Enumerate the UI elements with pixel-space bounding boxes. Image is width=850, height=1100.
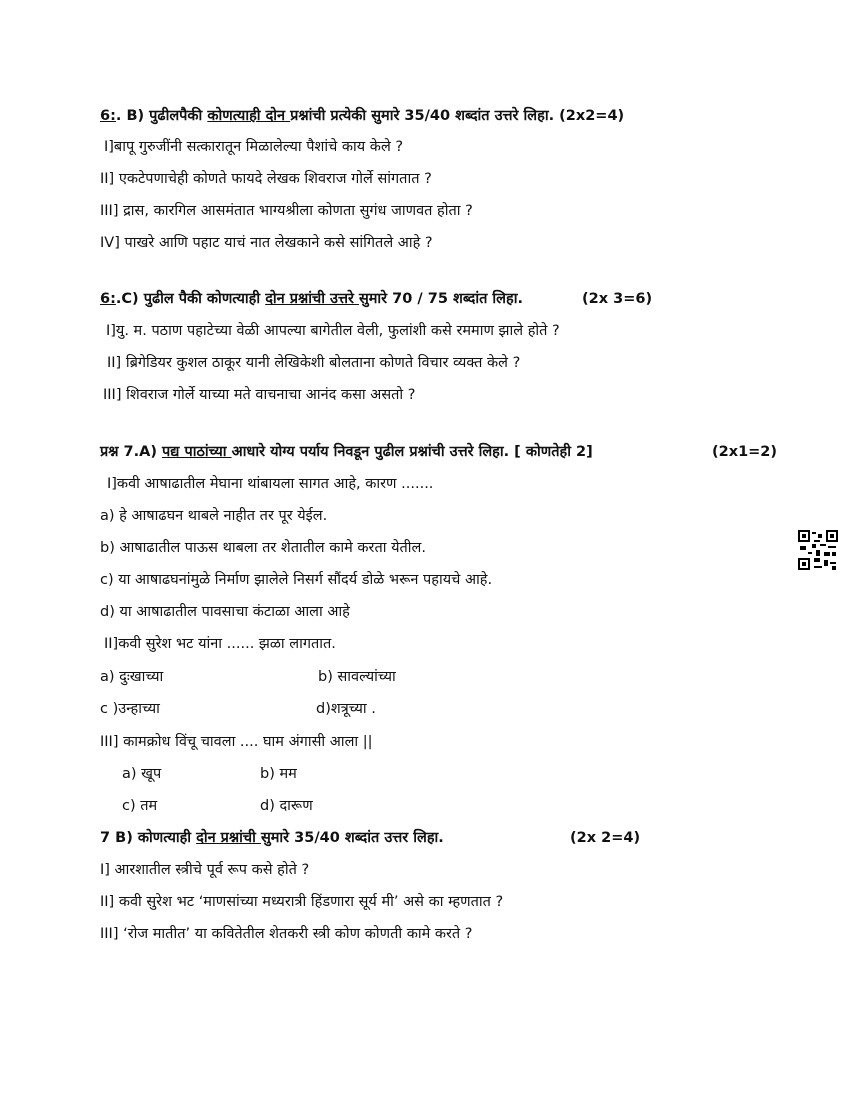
- option: b) सावल्यांच्या: [318, 669, 396, 685]
- option: a) दुःखाच्या: [100, 669, 164, 685]
- question-item: II]कवी सुरेश भट यांना ...... झळा लागतात.: [104, 636, 336, 652]
- option: c) या आषाढघनांमुळे निर्माण झालेले निसर्ग सौंदर्य डोळे भरून पहायचे आहे.: [100, 572, 493, 588]
- heading-part: प्रश्न 7.A): [100, 444, 163, 460]
- option: d) दारूण: [260, 798, 313, 814]
- heading-part: आधारे योग्य पर्याय निवडून पुढील प्रश्नांची उत्तरे लिहा. [ कोणतेही 2]: [231, 444, 593, 460]
- heading-underlined: पद्य पाठांच्या: [162, 444, 232, 460]
- marks: (2x 2=4): [570, 830, 641, 846]
- heading-part: सुमारे 35/40 शब्दांत उत्तर लिहा.: [260, 830, 444, 846]
- question-item: I]कवी आषाढातील मेघाना थांबायला सागत आहे, कारण .......: [107, 476, 434, 492]
- question-item: III] शिवराज गोर्ले याच्या मते वाचनाचा आनंद कसा असतो ?: [103, 387, 416, 403]
- question-item: III] कामक्रोध विंचू चावला .... घाम अंगासी आला ||: [100, 734, 373, 750]
- heading-part: 7 B) कोणत्याही: [100, 830, 197, 846]
- heading-part: .C) पुढील पैकी कोणत्याही: [115, 291, 266, 307]
- heading-part: . B) पुढीलपैकी: [115, 108, 208, 124]
- heading-part: प्रश्नांची प्रत्येकी सुमारे 35/40 शब्दांत उत्तरे लिहा. (2x2=4): [290, 108, 625, 124]
- question-item: II] कवी सुरेश भट ‘माणसांच्या मध्यरात्री हिंडणारा सूर्य मी’ असे का म्हणतात ?: [100, 894, 504, 910]
- qr-code-icon: [798, 530, 838, 570]
- question-item: III] ‘रोज मातीत’ या कवितेतील शेतकरी स्त्री कोण कोणती कामे करते ?: [100, 926, 473, 942]
- option: b) आषाढातील पाऊस थाबला तर शेतातील कामे करता येतील.: [100, 540, 426, 556]
- option: a) खूप: [122, 766, 162, 782]
- heading-underlined: दोन प्रश्नांची उत्तरे: [265, 291, 359, 307]
- question-item: I] आरशातील स्त्रीचे पूर्व रूप कसे होते ?: [100, 862, 310, 878]
- q-num: 6:: [100, 108, 116, 124]
- question-item: II] ब्रिगेडियर कुशल ठाकूर यानी लेखिकेशी बोलताना कोणते विचार व्यक्त केले ?: [107, 355, 521, 371]
- q7b-heading: [100, 828, 444, 848]
- option: d) या आषाढातील पावसाचा कंटाळा आला आहे: [100, 604, 350, 620]
- option: a) हे आषाढघन थाबले नाहीत तर पूर येईल.: [100, 508, 328, 524]
- heading-underlined: कोणत्याही दोन: [207, 108, 291, 124]
- heading-underlined: दोन प्रश्नांची: [196, 830, 261, 846]
- marks: (2x1=2): [712, 444, 778, 460]
- option: c) तम: [122, 798, 158, 814]
- q7a-heading: [100, 442, 593, 462]
- option: c )उन्हाच्या: [100, 701, 160, 717]
- question-item: I]बापू गुरुजींनी सत्कारातून मिळालेल्या पैशांचे काय केले ?: [104, 139, 404, 155]
- q6c-heading: [100, 289, 523, 309]
- q6b-heading: [100, 106, 624, 126]
- option: d)शत्रूच्या .: [316, 701, 376, 717]
- question-item: IV] पाखरे आणि पहाट याचं नात लेखकाने कसे सांगितले आहे ?: [100, 235, 433, 251]
- question-item: II] एकटेपणाचेही कोणते फायदे लेखक शिवराज गोर्ले सांगतात ?: [100, 171, 432, 187]
- question-item: I]यु. म. पठाण पहाटेच्या वेळी आपल्या बागेतील वेली, फुलांशी कसे रममाण झाले होते ?: [106, 323, 560, 339]
- q-num: 6:: [100, 291, 116, 307]
- option: b) मम: [260, 766, 297, 782]
- question-item: III] द्रास, कारगिल आसमंतात भाग्यश्रीला कोणता सुगंध जाणवत होता ?: [100, 203, 473, 219]
- marks: (2x 3=6): [582, 291, 653, 307]
- heading-part: सुमारे 70 / 75 शब्दांत लिहा.: [358, 291, 523, 307]
